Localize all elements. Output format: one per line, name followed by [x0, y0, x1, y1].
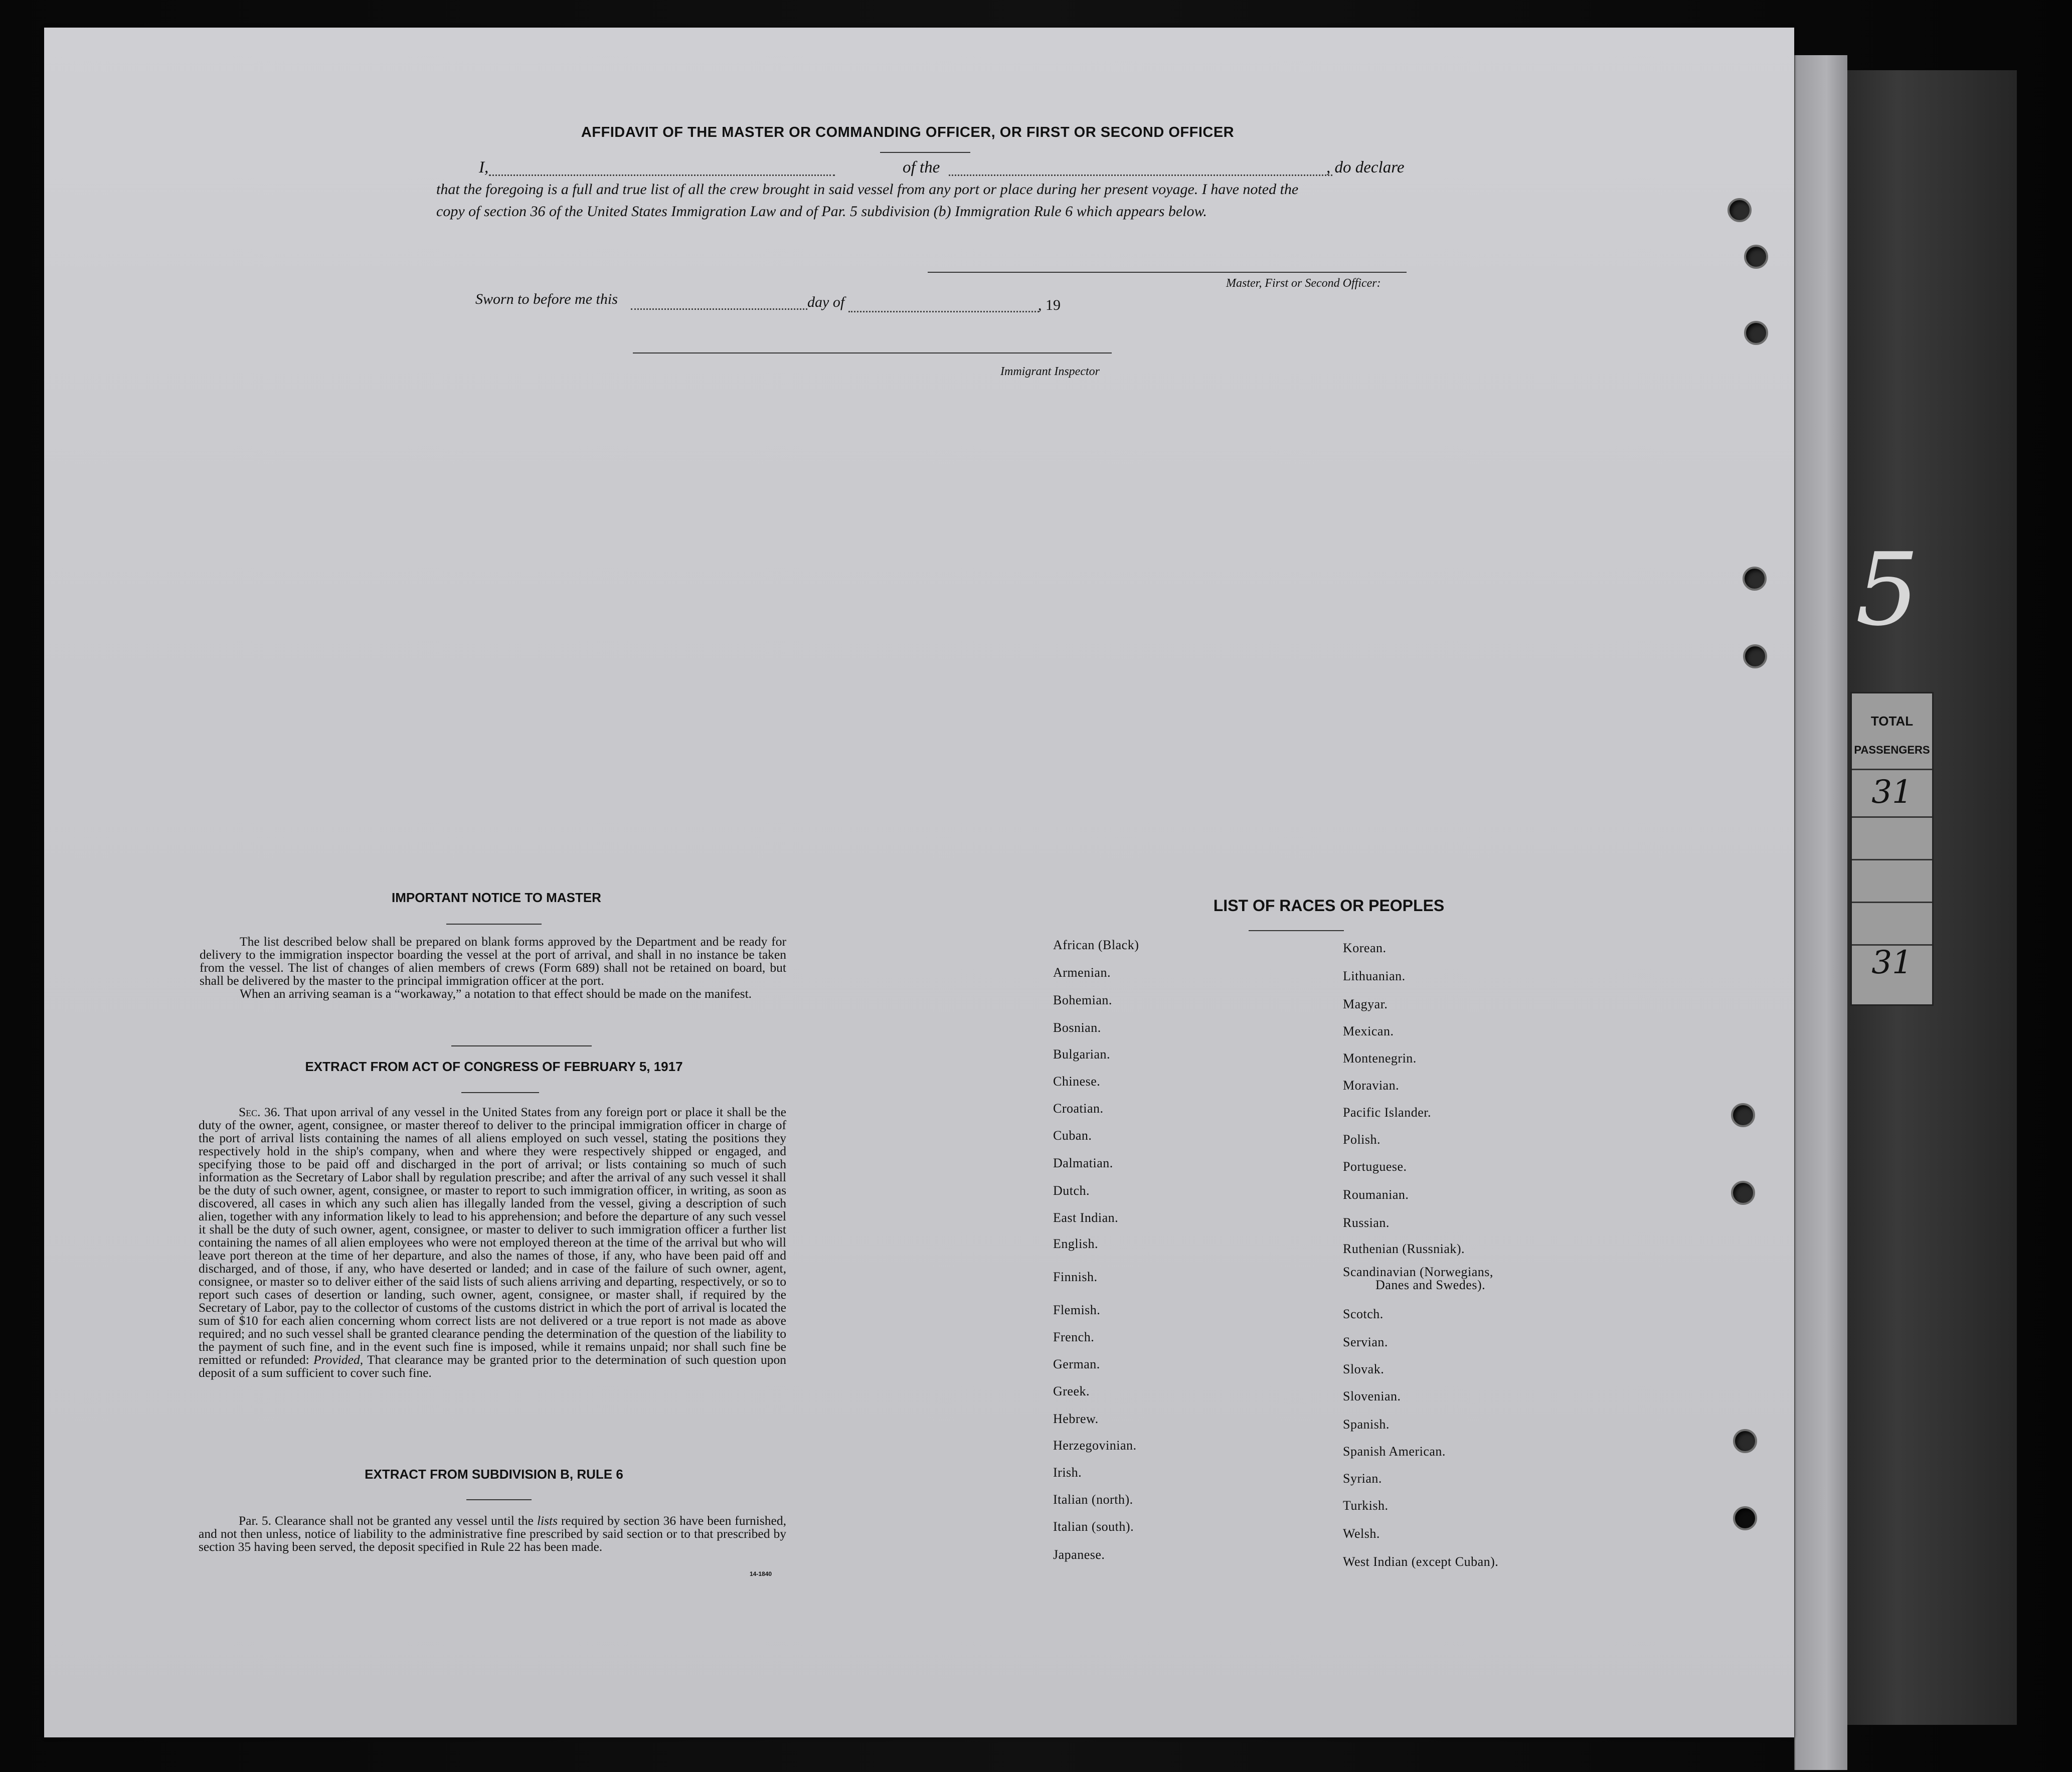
race-entry: Bohemian.: [1053, 993, 1112, 1007]
race-entry: Slovenian.: [1343, 1389, 1401, 1403]
race-entry: Dalmatian.: [1053, 1156, 1113, 1170]
card-header-total: TOTAL: [1870, 714, 1914, 729]
notice-rule: [446, 924, 542, 925]
act-rule: [461, 1092, 539, 1093]
race-entry: Spanish American.: [1343, 1444, 1446, 1459]
punch-hole: [1743, 567, 1767, 591]
race-entry: Welsh.: [1343, 1526, 1380, 1541]
card-header-passengers: PASSENGERS: [1854, 744, 1930, 756]
punch-hole: [1733, 1429, 1757, 1453]
handwritten-mark: 5: [1855, 531, 1920, 648]
act-section-label: Sec. 36.: [239, 1105, 280, 1119]
race-entry: Bosnian.: [1053, 1020, 1101, 1035]
punch-hole: [1733, 1506, 1757, 1530]
card-row-line: [1852, 816, 1932, 818]
race-entry: Mexican.: [1343, 1024, 1394, 1038]
race-entry: Slovak.: [1343, 1362, 1385, 1376]
title-rule: [880, 152, 970, 153]
section-divider: [451, 1045, 592, 1046]
year-label: , 19: [1038, 297, 1061, 313]
form-number: 14-1840: [750, 1570, 772, 1577]
race-entry: Japanese.: [1053, 1547, 1105, 1562]
affidavit-line3: copy of section 36 of the United States Immigration Law and of Par. 5 subdivision (b) Immigration Rule 6 which appears below.: [436, 203, 1207, 220]
punch-hole: [1744, 321, 1768, 345]
rule6-rule: [466, 1499, 532, 1500]
race-entry: Flemish.: [1053, 1303, 1101, 1317]
race-entry: West Indian (except Cuban).: [1343, 1554, 1499, 1569]
affidavit-body: [436, 156, 1407, 237]
race-entry: Italian (north).: [1053, 1492, 1133, 1507]
race-entry: Chinese.: [1053, 1074, 1101, 1089]
rule6-text-a: Par. 5. Clearance shall not be granted any vessel until the: [239, 1513, 534, 1528]
race-entry: Polish.: [1343, 1132, 1381, 1147]
sworn-label: Sworn to before me this: [475, 291, 618, 307]
race-entry: Finnish.: [1053, 1270, 1098, 1284]
notice-paragraph-1: The list described below shall be prepared on blank forms approved by the Department and be ready for delivery to the immigration inspector boarding the vessel at the port of arrival, and shall in no instance be taken from the vessel. The list of changes of alien members of crews (Form 689) shall not be retained on board, but shall be delivered by the master to the principal immigration officer at the port.: [200, 934, 786, 988]
card-row-line: [1852, 902, 1932, 903]
races-title: LIST OF RACES OR PEOPLES: [1213, 897, 1445, 915]
race-entry: Greek.: [1053, 1384, 1090, 1398]
inspector-signature-line[interactable]: [633, 352, 1112, 353]
affidavit-title: AFFIDAVIT OF THE MASTER OR COMMANDING OFFICER, OR FIRST OR SECOND OFFICER: [581, 124, 1235, 140]
card-row-line: [1852, 769, 1932, 770]
sworn-month-blank[interactable]: [848, 311, 1039, 312]
race-entry: Magyar.: [1343, 997, 1388, 1011]
vessel-blank[interactable]: [949, 174, 1332, 176]
race-entry: Armenian.: [1053, 965, 1111, 980]
rule6-paragraph: [199, 1514, 786, 1553]
rule6-body: [199, 1514, 786, 1553]
rule6-text-b: required by section 36 have been furnished, and not then unless, notice of liability to the administrative fine prescribed by said section or to that prescribed by section 35 having been served, the deposit specified in Rule 22 has been made.: [199, 1513, 786, 1554]
race-entry: Lithuanian.: [1343, 969, 1406, 983]
race-entry: Moravian.: [1343, 1078, 1400, 1093]
race-entry: French.: [1053, 1330, 1095, 1344]
race-entry: Ruthenian (Russniak).: [1343, 1242, 1465, 1256]
punch-hole: [1743, 644, 1767, 668]
race-entry: Montenegrin.: [1343, 1051, 1417, 1066]
act-text-end: That clearance may be granted prior to the determination of such question upon deposit of a sum sufficient to cover such fine.: [199, 1352, 787, 1380]
act-title: EXTRACT FROM ACT OF CONGRESS OF FEBRUARY 5, 1917: [305, 1059, 683, 1074]
race-entry: English.: [1053, 1236, 1098, 1251]
race-entry: Roumanian.: [1343, 1187, 1409, 1202]
race-entry: Turkish.: [1343, 1498, 1389, 1513]
notice-body: [200, 935, 786, 1000]
notice-title: IMPORTANT NOTICE TO MASTER: [392, 890, 601, 905]
race-entry: Danes and Swedes).: [1375, 1278, 1486, 1292]
passenger-total-card: [1850, 692, 1934, 1006]
race-entry: Cuban.: [1053, 1128, 1092, 1143]
rule6-lists: lists: [537, 1513, 558, 1528]
affidavit-declare: , do declare: [1326, 158, 1405, 176]
race-entry: Irish.: [1053, 1465, 1082, 1480]
race-entry: East Indian.: [1053, 1210, 1119, 1225]
race-entry: Croatian.: [1053, 1101, 1104, 1116]
race-entry: Bulgarian.: [1053, 1047, 1111, 1061]
race-entry: German.: [1053, 1357, 1100, 1371]
name-blank[interactable]: [489, 174, 835, 176]
race-entry: Scotch.: [1343, 1307, 1384, 1321]
affidavit-line2: that the foregoing is a full and true list of all the crew brought in said vessel from any port or place during her present voyage. I have noted the: [436, 181, 1299, 198]
sworn-day-blank[interactable]: [631, 308, 807, 310]
underlying-sheet: [1794, 55, 1847, 1770]
affidavit-of-the: of the: [903, 158, 940, 176]
race-entry: Korean.: [1343, 941, 1387, 955]
act-body: [199, 1106, 786, 1379]
race-entry: Italian (south).: [1053, 1519, 1134, 1534]
rule6-title: EXTRACT FROM SUBDIVISION B, RULE 6: [365, 1467, 623, 1482]
signer-label: Master, First or Second Officer:: [1226, 277, 1381, 290]
race-entry: Dutch.: [1053, 1183, 1090, 1198]
notice-paragraph-2: When an arriving seaman is a “workaway,” a notation to that effect should be made on the manifest.: [240, 986, 752, 1001]
race-entry: African (Black): [1053, 938, 1139, 952]
punch-hole: [1744, 245, 1768, 269]
card-total-value: 31: [1871, 774, 1913, 811]
race-entry: Scandinavian (Norwegians,: [1343, 1265, 1493, 1279]
race-entry: Spanish.: [1343, 1417, 1390, 1432]
race-entry: Syrian.: [1343, 1471, 1382, 1486]
race-entry: Portuguese.: [1343, 1159, 1407, 1174]
card-bottom-value: 31: [1871, 944, 1913, 981]
punch-hole: [1728, 198, 1752, 222]
act-provided: Provided,: [313, 1352, 364, 1367]
punch-hole: [1731, 1103, 1755, 1127]
race-entry: Pacific Islander.: [1343, 1105, 1431, 1120]
act-paragraph: [199, 1106, 786, 1379]
race-entry: Herzegovinian.: [1053, 1438, 1137, 1453]
races-rule: [1249, 930, 1344, 931]
inspector-label: Immigrant Inspector: [1000, 365, 1100, 378]
race-entry: Russian.: [1343, 1215, 1390, 1230]
punch-hole: [1731, 1181, 1755, 1205]
signature-line[interactable]: [928, 272, 1407, 273]
act-text: That upon arrival of any vessel in the United States from any foreign port or place it shall be the duty of the owner, agent, consignee, or master thereof to deliver to the principal immigration officer in charge of the port of arrival lists containing the names of all aliens employed on such vessel, stating the positions they respectively hold in the ship's company, when and where they were respectively shipped or engaged, and specifying those to be paid off and discharged in the port of arrival; or lists containing so much of such information as the Secretary of Labor shall by regulation prescribe; and after the arrival of any such vessel it shall be the duty of such owner, agent, consignee, or master to report to such immigration officer, in writing, as soon as discovered, all cases in which any such alien has illegally landed from the vessel, giving a description of such alien, together with any information likely to lead to his apprehension; and before the departure of any such vessel it shall be the duty of such owner, agent, consignee, or master to deliver to such immigration officer a further list containing the names of all alien employees who were not employed thereon at the time of the arrival but who will leave port thereon at the time of her departure, and also the names of those, if any, who have been paid off and discharged, and of those, if any, who have deserted or landed; and in case of the failure of such owner, agent, consignee, or master so to deliver either of the said lists of such aliens arriving and departing, respectively, or so to report such cases of desertion or landing, such owner, agent, consignee, or master shall, if required by the Secretary of Labor, pay to the collector of customs of the customs district in which the port of arrival is located the sum of $10 for each alien concerning whom correct lists are not delivered or a true report is not made as above required; and no such vessel shall be granted clearance pending the determination of the question of the liability to the payment of such fine, and in the event such fine is imposed, while it remains unpaid; nor shall such fine be remitted or refunded:: [199, 1105, 787, 1367]
race-entry: Servian.: [1343, 1335, 1388, 1349]
day-of-label: day of: [807, 294, 845, 310]
race-entry: Hebrew.: [1053, 1411, 1099, 1426]
card-row-line: [1852, 859, 1932, 860]
affidavit-I: I,: [479, 158, 489, 176]
